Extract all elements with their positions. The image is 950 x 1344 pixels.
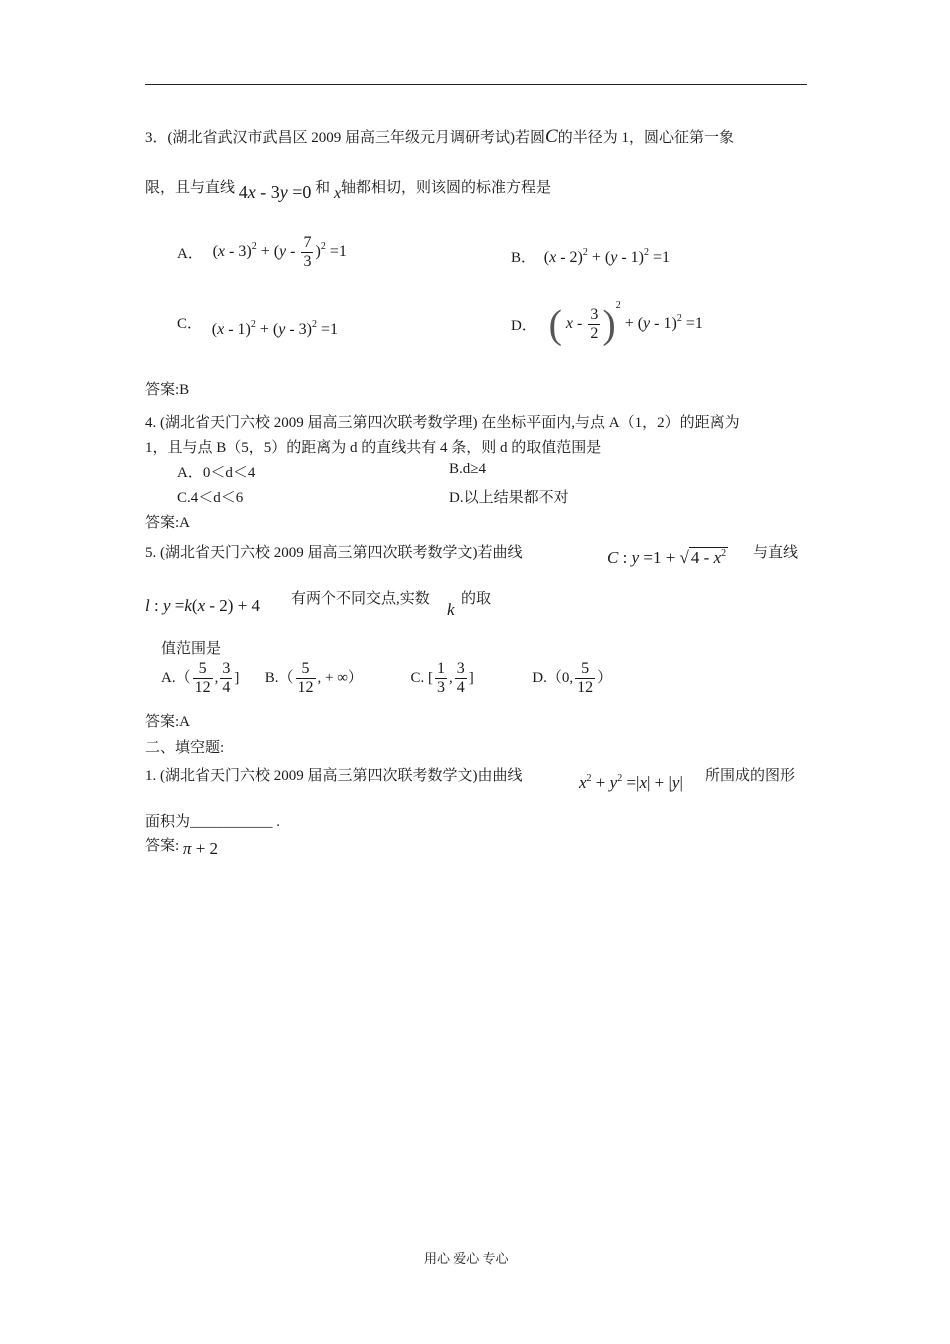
q3-line2-text-c: 轴都相切，则该圆的标准方程是 <box>341 180 552 196</box>
q3-option-c-formula: (x - 1)$^2$ + (y - 3)$^2$ =1 <box>211 319 339 338</box>
header-rule <box>145 84 807 85</box>
q3-line2 <box>145 176 552 202</box>
q3-option-a-formula: (x - 3)$^2$ + (y - $\frac{7}{3}$ )$^2$ =1 <box>212 234 347 270</box>
section-title: 二、填空题: <box>145 740 225 756</box>
q5-line-formula: l : y =k(x - 2) + 4 <box>145 596 261 615</box>
page-footer: 用心 爱心 专心 <box>424 1251 509 1266</box>
q5-option-d: D.（0, $\frac{5}{12}$ ） <box>532 660 613 696</box>
fill1-curve-formula: $x^2 + y^2 =|x| + |y|$ <box>579 773 683 792</box>
q3-line1-text-a: 3．(湖北省武汉市武昌区 2009 届高三年级元月调研考试)若圆 <box>145 130 545 146</box>
q5-line3: 值范围是 <box>161 641 222 657</box>
q5-curve-formula: C : y =1 + √ $4 - x^2$ <box>607 548 727 567</box>
q5-option-c: C. [ $\frac{1}{3}$ , $\frac{3}{4}$ ] <box>410 660 474 696</box>
q5-line2-text-c: 的取 <box>461 591 492 607</box>
q5-answer: 答案:A <box>145 714 191 730</box>
q3-line2-text-b: 和 <box>315 180 331 196</box>
q3-circle-symbol: C <box>545 126 558 147</box>
q3-line-equation: 4x - 3y =0 <box>238 182 312 202</box>
q5-option-b: B.（ $\frac{5}{12}$ , + ∞） <box>264 660 363 696</box>
q5-option-a: A.（ $\frac{5}{12}$ , $\frac{3}{4}$ ] <box>161 660 240 696</box>
q3-option-b-formula: (x - 2)$^2$ + (y - 1)$^2$ =1 <box>543 247 671 266</box>
q5-options <box>161 660 612 697</box>
q3-line2-text-a: 限，且与直线 <box>145 180 236 196</box>
fill1-answer-formula: π + 2 <box>182 839 219 858</box>
q5-line1-text-b: 与直线 <box>753 545 799 561</box>
q3-option-b <box>511 246 670 267</box>
q3-answer: 答案:B <box>145 382 190 398</box>
q5-line1-text-a: 5. (湖北省天门六校 2009 届高三第四次联考数学文)若曲线 <box>145 545 523 561</box>
q5-line2-text-b: 有两个不同交点,实数 <box>291 591 430 607</box>
fill1-answer-label: 答案: <box>145 838 180 854</box>
q3-x-symbol: x <box>333 185 342 202</box>
q5-k-symbol: k <box>447 600 455 619</box>
q3-option-c <box>177 312 339 338</box>
q3-option-c-label: C． <box>177 316 203 332</box>
q4-line2: 1，且与点 B（5，5）的距离为 d 的直线共有 4 条，则 d 的取值范围是 <box>145 440 602 456</box>
q3-line1-text-b: 的半径为 1，圆心征第一象 <box>557 130 734 146</box>
q3-option-a-label: A． <box>177 246 203 263</box>
q4-option-a: A．0＜d＜4 <box>177 465 256 481</box>
q3-option-d-label: D． <box>511 318 537 335</box>
fill1-line2: 面积为___________ . <box>145 814 281 830</box>
fill1-line1-text-b: 所围成的图形 <box>705 768 796 784</box>
q4-option-b: B.d≥4 <box>449 461 486 477</box>
q4-line1: 4. (湖北省天门六校 2009 届高三第四次联考数学理) 在坐标平面内,与点 A（1，2）的距离为 <box>145 415 740 431</box>
q3-option-d <box>511 300 703 347</box>
fill1-answer <box>145 834 219 858</box>
q4-option-c: C.4＜d＜6 <box>177 490 244 506</box>
q3-option-b-label: B． <box>511 250 537 266</box>
fill1-line1-text-a: 1. (湖北省天门六校 2009 届高三第四次联考数学文)由曲线 <box>145 768 523 784</box>
q4-option-d: D.以上结果都不对 <box>449 490 569 506</box>
q3-option-a <box>177 234 347 271</box>
q4-answer: 答案:A <box>145 515 191 531</box>
q3-option-d-formula: ( x - $\frac{3}{2}$ )$^2$ + (y - 1)$^2$ =1 <box>548 300 703 347</box>
q3-line1 <box>145 126 734 148</box>
